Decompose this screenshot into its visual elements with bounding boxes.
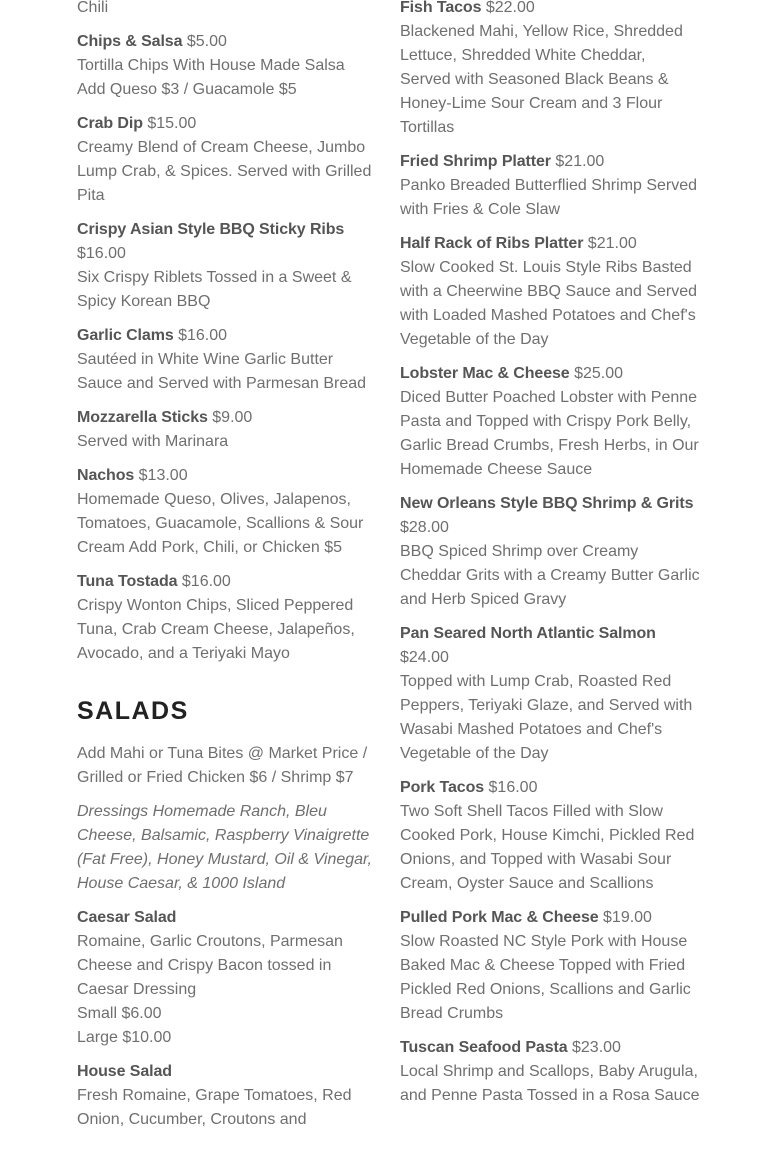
- item-name: Garlic Clams: [77, 327, 174, 344]
- item-name: Chips & Salsa: [77, 33, 183, 50]
- menu-item-caesar-salad: [77, 906, 373, 1050]
- menu-item-nachos: [77, 464, 373, 560]
- chili-fragment: Chili: [77, 0, 109, 16]
- menu-item-fish-tacos: [400, 0, 700, 140]
- item-name: Mozzarella Sticks: [77, 409, 208, 426]
- item-price: $5.00: [186, 33, 227, 50]
- menu-item-garlic-clams: [77, 324, 373, 396]
- item-description: Diced Butter Poached Lobster with Penne Pasta and Topped with Crispy Pork Belly, Garlic Bread Crumbs, Fresh Herbs, in Our Homemade Cheese Sauce: [400, 389, 699, 478]
- item-name: Half Rack of Ribs Platter: [400, 235, 584, 252]
- item-price: $24.00: [400, 649, 449, 666]
- item-name: Crab Dip: [77, 115, 143, 132]
- item-price: $28.00: [400, 519, 449, 536]
- item-name: Pan Seared North Atlantic Salmon: [400, 625, 656, 642]
- right-column: [400, 0, 700, 1118]
- size-large-price: Large $10.00: [77, 1029, 172, 1046]
- item-name: Tuna Tostada: [77, 573, 178, 590]
- item-description: Romaine, Garlic Croutons, Parmesan Cheese and Crispy Bacon tossed in Caesar Dressing: [77, 933, 343, 998]
- salads-heading: SALADS: [77, 697, 189, 725]
- salad-addons: Add Mahi or Tuna Bites @ Market Price / Grilled or Fried Chicken $6 / Shrimp $7: [77, 745, 368, 786]
- item-description: Tortilla Chips With House Made Salsa Add Queso $3 / Guacamole $5: [77, 57, 345, 98]
- item-price: $13.00: [138, 467, 188, 484]
- menu-item-tuna-tostada: [77, 570, 373, 666]
- item-description: BBQ Spiced Shrimp over Creamy Cheddar Grits with a Creamy Butter Garlic and Herb Spiced Gravy: [400, 543, 700, 608]
- item-name: Fried Shrimp Platter: [400, 153, 551, 170]
- menu-item-shrimp-grits: [400, 492, 700, 612]
- item-price: $16.00: [488, 779, 538, 796]
- salad-dressings: Dressings Homemade Ranch, Bleu Cheese, Balsamic, Raspberry Vinaigrette (Fat Free), Honey Mustard, Oil & Vinegar, House Caesar, & 1000 Island: [77, 803, 372, 892]
- item-name: Lobster Mac & Cheese: [400, 365, 570, 382]
- item-description: Sautéed in White Wine Garlic Butter Sauce and Served with Parmesan Bread: [77, 351, 367, 392]
- item-price: $22.00: [485, 0, 535, 16]
- item-description: Crispy Wonton Chips, Sliced Peppered Tuna, Crab Cream Cheese, Jalapeños, Avocado, and a Teriyaki Mayo: [77, 597, 355, 662]
- item-price: $19.00: [603, 909, 652, 926]
- item-name: New Orleans Style BBQ Shrimp & Grits: [400, 495, 694, 512]
- item-price: $23.00: [572, 1039, 621, 1056]
- item-description: Served with Marinara: [77, 433, 229, 450]
- item-name: Tuscan Seafood Pasta: [400, 1039, 568, 1056]
- item-price: $25.00: [574, 365, 624, 382]
- item-name: Fish Tacos: [400, 0, 482, 16]
- menu-item-crab-dip: [77, 112, 373, 208]
- menu-item-salmon: [400, 622, 700, 766]
- item-description: Creamy Blend of Cream Cheese, Jumbo Lump Crab, & Spices. Served with Grilled Pita: [77, 139, 372, 204]
- item-price: $15.00: [147, 115, 197, 132]
- item-description: Blackened Mahi, Yellow Rice, Shredded Lettuce, Shredded White Cheddar, Served with Seasoned Black Beans & Honey-Lime Sour Cream and 3 Flour Tortillas: [400, 23, 683, 136]
- item-description: Fresh Romaine, Grape Tomatoes, Red Onion, Cucumber, Croutons and: [77, 1087, 352, 1128]
- menu-item-tuscan-seafood-pasta: [400, 1036, 700, 1108]
- item-description: Local Shrimp and Scallops, Baby Arugula, and Penne Pasta Tossed in a Rosa Sauce: [400, 1063, 700, 1104]
- item-name: Pulled Pork Mac & Cheese: [400, 909, 599, 926]
- item-description: Homemade Queso, Olives, Jalapenos, Tomatoes, Guacamole, Scallions & Sour Cream Add Pork, Chili, or Chicken $5: [77, 491, 364, 556]
- menu-item-bbq-sticky-ribs: [77, 218, 373, 314]
- left-column: [77, 0, 373, 1142]
- item-price: $16.00: [181, 573, 231, 590]
- menu-item-house-salad: [77, 1060, 373, 1132]
- item-name: House Salad: [77, 1063, 172, 1080]
- item-price: $9.00: [212, 409, 253, 426]
- menu-item-pork-tacos: [400, 776, 700, 896]
- menu-item-pulled-pork-mac: [400, 906, 700, 1026]
- item-description: Slow Cooked St. Louis Style Ribs Basted with a Cheerwine BBQ Sauce and Served with Loaded Mashed Potatoes and Chef's Vegetable of the Day: [400, 259, 698, 348]
- item-name: Nachos: [77, 467, 135, 484]
- size-small-price: Small $6.00: [77, 1005, 162, 1022]
- item-description: Two Soft Shell Tacos Filled with Slow Cooked Pork, House Kimchi, Pickled Red Onions, and Topped with Wasabi Sour Cream, Oyster Sauce and Scallions: [400, 803, 695, 892]
- item-price: $16.00: [178, 327, 228, 344]
- item-description: Slow Roasted NC Style Pork with House Baked Mac & Cheese Topped with Fried Pickled Red Onions, Scallions and Garlic Bread Crumbs: [400, 933, 691, 1022]
- item-price: $21.00: [587, 235, 637, 252]
- item-name: Pork Tacos: [400, 779, 485, 796]
- menu-item-fried-shrimp-platter: [400, 150, 700, 222]
- item-price: $16.00: [77, 245, 126, 262]
- item-description: Six Crispy Riblets Tossed in a Sweet & Spicy Korean BBQ: [77, 269, 352, 310]
- menu-item-chips-salsa: [77, 30, 373, 102]
- menu-item-half-rack-ribs: [400, 232, 700, 352]
- item-description: Panko Breaded Butterflied Shrimp Served with Fries & Cole Slaw: [400, 177, 698, 218]
- item-description: Topped with Lump Crab, Roasted Red Peppers, Teriyaki Glaze, and Served with Wasabi Mashed Potatoes and Chef's Vegetable of the Day: [400, 673, 693, 762]
- item-name: Crispy Asian Style BBQ Sticky Ribs: [77, 221, 345, 238]
- item-name: Caesar Salad: [77, 909, 177, 926]
- menu-item-mozzarella-sticks: [77, 406, 373, 454]
- menu-item-lobster-mac: [400, 362, 700, 482]
- item-price: $21.00: [555, 153, 605, 170]
